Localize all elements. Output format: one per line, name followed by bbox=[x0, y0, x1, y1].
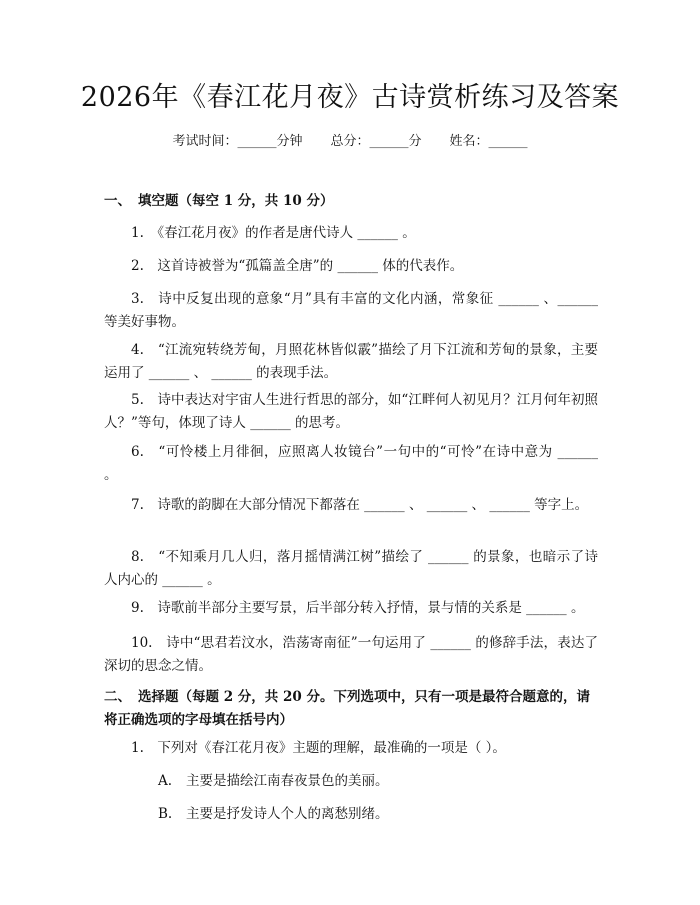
total-score-field: 总分：______分 bbox=[330, 134, 422, 149]
option-text: 主要是描绘江南春夜景色的美丽。 bbox=[186, 773, 389, 789]
question-item: 10. 诗中“思君若汶水，浩荡寄南征”一句运用了 ______ 的修辞手法，表达了深切的思念之情。 bbox=[104, 635, 598, 674]
question-item: 8. “不知乘月几人归，落月摇情满江树”描绘了 ______ 的景象，也暗示了诗人内心的 ______ 。 bbox=[104, 549, 598, 588]
option-letter: A. bbox=[158, 773, 173, 789]
option-letter: B. bbox=[158, 806, 173, 822]
question-item: 7. 诗歌的韵脚在大部分情况下都落在 ______ 、 ______ 、 ______ 等字上。 bbox=[131, 497, 589, 513]
question-item: 3. 诗中反复出现的意象“月”具有丰富的文化内涵，常象征 ______ 、______ 等美好事物。 bbox=[104, 291, 598, 330]
document-title: 2026年《春江花月夜》古诗赏析练习及答案 bbox=[80, 82, 620, 113]
question-item: 5. 诗中表达对宇宙人生进行哲思的部分，如“江畔何人初见月？江月何年初照人？”等句，体现了诗人 ______ 的思考。 bbox=[104, 392, 598, 431]
section-title: 选择题（每题 2 分，共 20 分。下列选项中，只有一项是最符合题意的，请将正确选项的字母填在括号内） bbox=[104, 689, 590, 728]
question-item: 2. 这首诗被誉为“孤篇盖全唐”的 ______ 体的代表作。 bbox=[131, 258, 464, 274]
question-item: 1. 《春江花月夜》的作者是唐代诗人 ______ 。 bbox=[131, 225, 416, 241]
question-item: 4. “江流宛转绕芳甸，月照花林皆似霰”描绘了月下江流和芳甸的景象，主要运用了 ______ 、 ______ 的表现手法。 bbox=[104, 342, 598, 381]
exam-info bbox=[0, 132, 700, 152]
question-item: 9. 诗歌前半部分主要写景，后半部分转入抒情，景与情的关系是 ______ 。 bbox=[131, 600, 585, 616]
section-heading-fill-in bbox=[104, 190, 598, 213]
section-title: 填空题（每空 1 分，共 10 分） bbox=[138, 193, 334, 209]
question-item: 6. “可怜楼上月徘徊，应照离人妆镜台”一句中的“可怜”在诗中意为 ______ 。 bbox=[104, 444, 598, 483]
option-text: 主要是抒发诗人个人的离愁别绪。 bbox=[186, 806, 389, 822]
section-heading-multiple-choice bbox=[104, 686, 598, 732]
student-name-field: 姓名：______ bbox=[449, 134, 528, 149]
section-number: 一、 bbox=[104, 193, 131, 209]
choice-option bbox=[158, 770, 598, 793]
choice-option bbox=[158, 803, 598, 826]
exam-time-field: 考试时间：______分钟 bbox=[172, 134, 303, 149]
section-number: 二、 bbox=[104, 689, 131, 705]
question-item: 1. 下列对《春江花月夜》主题的理解，最准确的一项是（ ）。 bbox=[131, 740, 506, 756]
